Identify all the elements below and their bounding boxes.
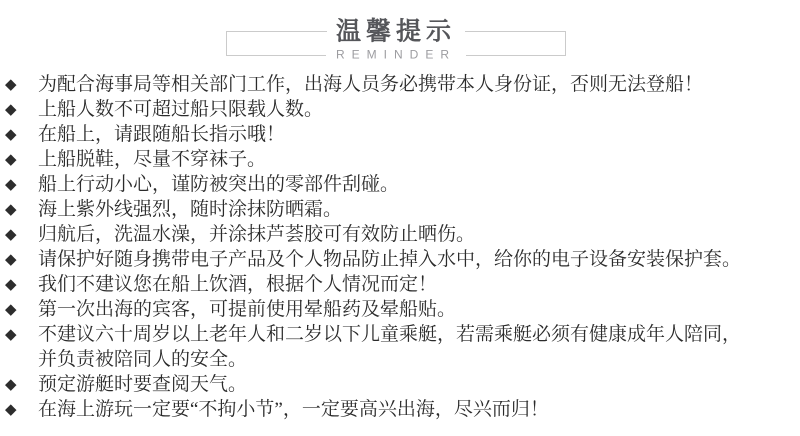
list-item bbox=[0, 347, 800, 372]
list-item-text: 请保护好随身携带电子产品及个人物品防止掉入水中，给你的电子设备安装保护套。 bbox=[38, 249, 742, 270]
diamond-bullet-icon: ◆ bbox=[5, 225, 17, 243]
list-item bbox=[0, 322, 800, 347]
list-item bbox=[0, 297, 800, 322]
diamond-bullet-icon: ◆ bbox=[5, 250, 17, 268]
list-item-text: 我们不建议您在船上饮酒，根据个人情况而定！ bbox=[38, 274, 438, 295]
diamond-bullet-icon: ◆ bbox=[5, 275, 17, 293]
page-title: 温馨提示 bbox=[327, 18, 465, 46]
list-item bbox=[0, 397, 800, 422]
list-item bbox=[0, 172, 800, 197]
list-item-text: 归航后，洗温水澡，并涂抹芦荟胶可有效防止晒伤。 bbox=[38, 224, 476, 245]
list-item-text: 在海上游玩一定要“不拘小节”，一定要高兴出海，尽兴而归！ bbox=[38, 399, 549, 420]
list-item bbox=[0, 247, 800, 272]
header-box bbox=[226, 17, 566, 62]
list-item-text: 在船上，请跟随船长指示哦！ bbox=[38, 124, 286, 145]
diamond-bullet-icon: ◆ bbox=[5, 100, 17, 118]
list-item bbox=[0, 272, 800, 297]
list-item bbox=[0, 122, 800, 147]
list-item-text: 海上紫外线强烈，随时涂抹防晒霜。 bbox=[38, 199, 343, 220]
list-item-text: 不建议六十周岁以上老年人和二岁以下儿童乘艇，若需乘艇必须有健康成年人陪同， bbox=[38, 324, 742, 345]
diamond-bullet-icon: ◆ bbox=[5, 375, 17, 393]
list-item-text: 预定游艇时要查阅天气。 bbox=[38, 374, 248, 395]
diamond-bullet-icon: ◆ bbox=[5, 400, 17, 418]
diamond-bullet-icon: ◆ bbox=[5, 150, 17, 168]
diamond-bullet-icon: ◆ bbox=[5, 325, 17, 343]
list-item bbox=[0, 372, 800, 397]
list-item-text: 上船脱鞋，尽量不穿袜子。 bbox=[38, 149, 267, 170]
list-item-text: 船上行动小心，谨防被突出的零部件刮碰。 bbox=[38, 174, 400, 195]
reminder-list bbox=[0, 72, 800, 422]
list-item bbox=[0, 97, 800, 122]
list-item-text: 第一次出海的宾客，可提前使用晕船药及晕船贴。 bbox=[38, 299, 457, 320]
list-item-text: 为配合海事局等相关部门工作，出海人员务必携带本人身份证，否则无法登船！ bbox=[38, 74, 704, 95]
page-subtitle: REMINDER bbox=[326, 48, 466, 61]
list-item bbox=[0, 197, 800, 222]
diamond-bullet-icon: ◆ bbox=[5, 75, 17, 93]
list-item bbox=[0, 222, 800, 247]
diamond-bullet-icon: ◆ bbox=[5, 200, 17, 218]
list-item bbox=[0, 72, 800, 97]
diamond-bullet-icon: ◆ bbox=[5, 300, 17, 318]
list-item bbox=[0, 147, 800, 172]
list-item-text: 并负责被陪同人的安全。 bbox=[38, 349, 248, 370]
diamond-bullet-icon: ◆ bbox=[5, 175, 17, 193]
list-item-text: 上船人数不可超过船只限载人数。 bbox=[38, 99, 324, 120]
diamond-bullet-icon: ◆ bbox=[5, 125, 17, 143]
